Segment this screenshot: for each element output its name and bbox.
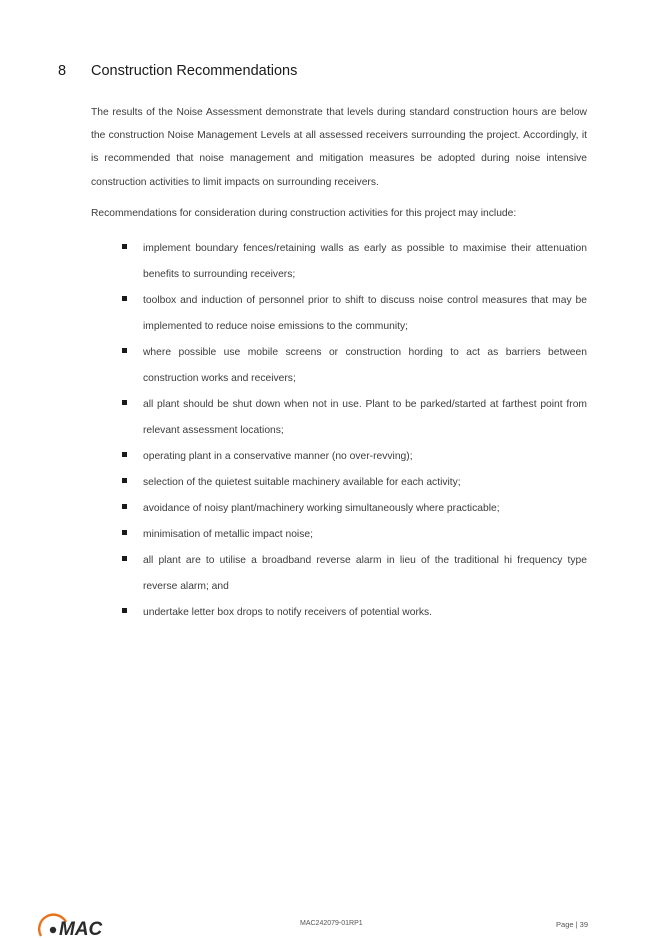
section-heading <box>58 63 297 79</box>
bullet-square-icon <box>122 556 127 561</box>
bullet-square-icon <box>122 348 127 353</box>
bullet-square-icon <box>122 400 127 405</box>
page-number: Page | 39 <box>556 920 588 929</box>
logo-text: MAC <box>59 919 103 938</box>
list-item: selection of the quietest suitable machinery available for each activity; <box>91 470 587 496</box>
bullet-square-icon <box>122 244 127 249</box>
list-item: toolbox and induction of personnel prior to shift to discuss noise control measures that may be implemented to reduce noise emissions to the community; <box>91 288 587 340</box>
list-item: where possible use mobile screens or construction hording to act as barriers between construction works and receivers; <box>91 340 587 392</box>
list-item: all plant are to utilise a broadband reverse alarm in lieu of the traditional hi frequency type reverse alarm; and <box>91 548 587 600</box>
section-number: 8 <box>58 63 67 79</box>
bullet-square-icon <box>122 478 127 483</box>
list-item: minimisation of metallic impact noise; <box>91 522 587 548</box>
list-item: avoidance of noisy plant/machinery working simultaneously where practicable; <box>91 496 587 522</box>
section-title: Construction Recommendations <box>91 63 298 79</box>
list-item: operating plant in a conservative manner (no over-revving); <box>91 444 587 470</box>
intro-paragraph: The results of the Noise Assessment demonstrate that levels during standard construction hours are below the construction Noise Management Levels at all assessed receivers surrounding the project. Accordingly, it is recommended that noise management and mitigation measures be adopted during noise intensive construction activities to limit impacts on surrounding receivers. <box>91 107 587 188</box>
bullet-square-icon <box>122 530 127 535</box>
bullet-square-icon <box>122 608 127 613</box>
document-reference: MAC242079-01RP1 <box>300 920 363 927</box>
bullet-square-icon <box>122 296 127 301</box>
recommendations-list <box>91 236 587 626</box>
bullet-square-icon <box>122 504 127 509</box>
list-item: implement boundary fences/retaining walls as early as possible to maximise their attenuation benefits to surrounding receivers; <box>91 236 587 288</box>
recommendations-lead-paragraph: Recommendations for consideration during construction activities for this project may include: <box>91 208 517 219</box>
list-item: all plant should be shut down when not in use. Plant to be parked/started at farthest point from relevant assessment locations; <box>91 392 587 444</box>
list-item: undertake letter box drops to notify receivers of potential works. <box>91 600 587 626</box>
bullet-square-icon <box>122 452 127 457</box>
